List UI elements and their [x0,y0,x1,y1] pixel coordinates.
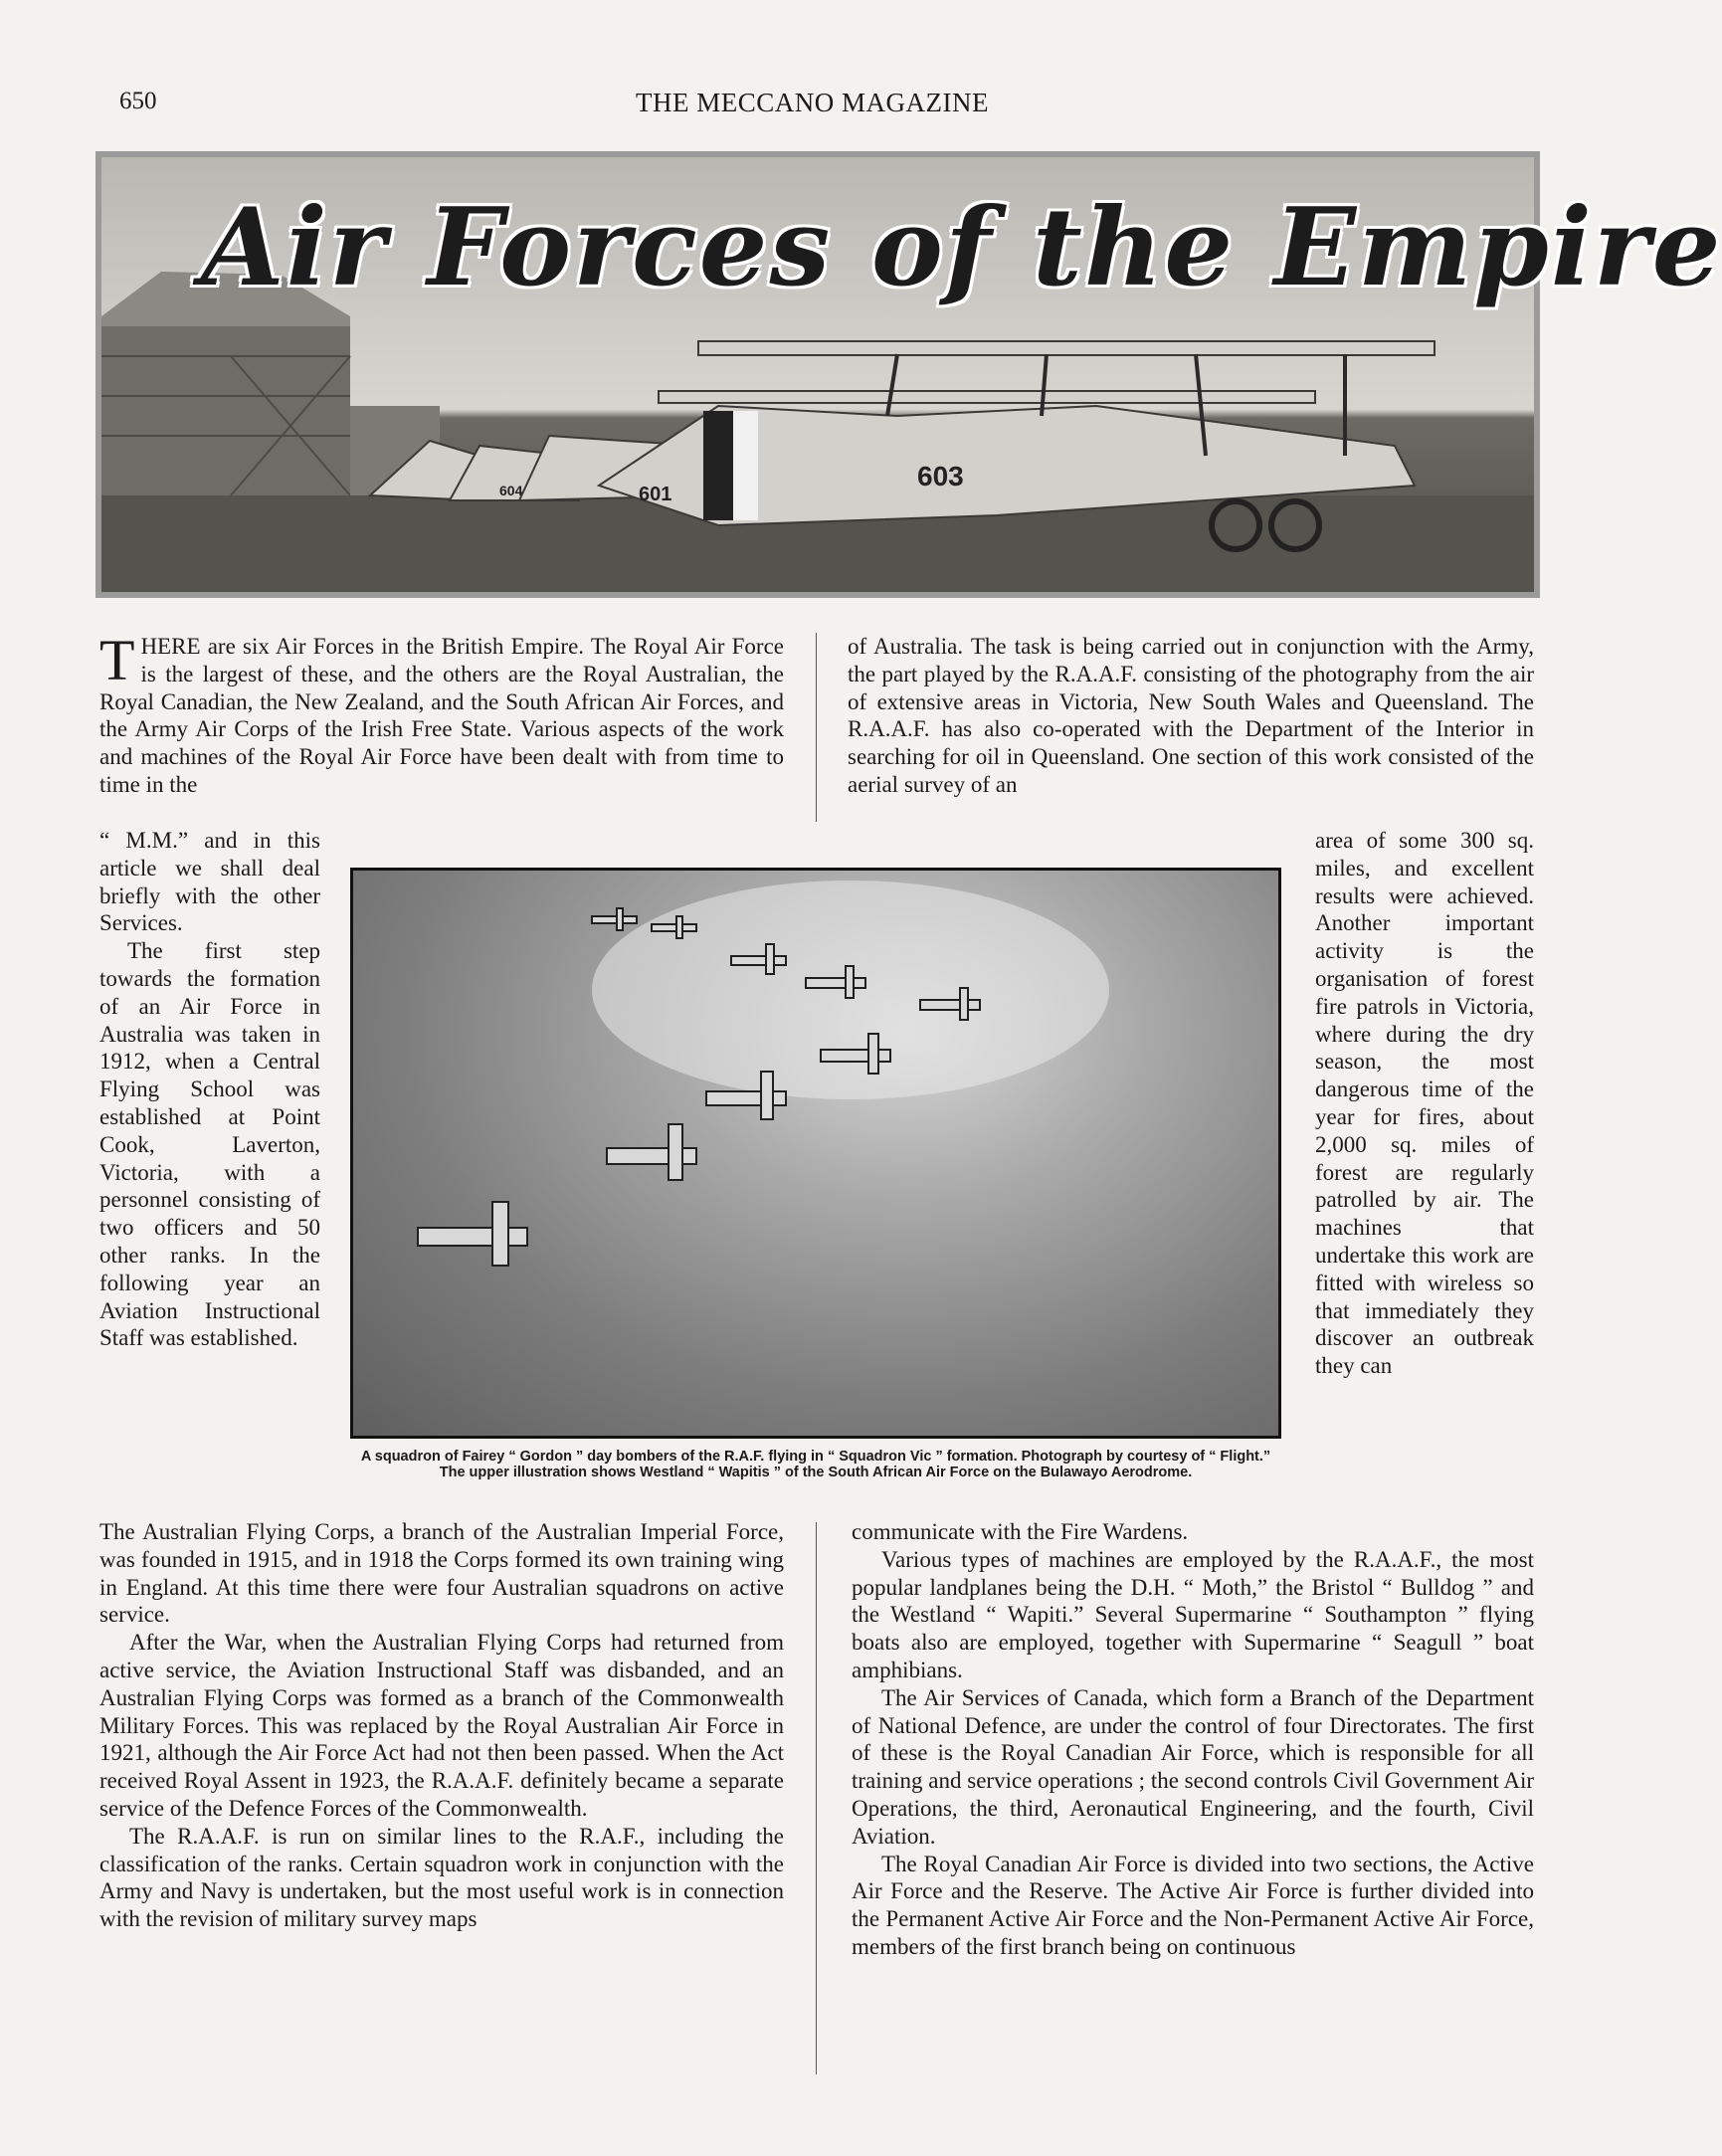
right-bottom-p3: The Royal Canadian Air Force is divided into two sections, the Active Air Force and the Reserve. The Active Air Force is further divided into the Permanent Active Air Force and the Non-Permanent Active Air Force, members of the first branch being on continuous [852,1851,1534,1959]
intro-paragraph [99,628,784,799]
left-bottom-column [99,1518,784,1933]
page-number: 650 [119,88,157,114]
narrow-left-p2: The first step towards the formation of an Air Force in Australia was taken in 1912, when a Central Flying School was established at Point Cook, Laverton, Victoria, with a personnel consisting of two officers and 50 other ranks. In the following year an Aviation Instructional Staff was established. [99,938,320,1351]
right-bottom-column [852,1518,1534,1961]
right-bottom-p0: communicate with the Fire Wardens. [852,1519,1189,1544]
left-bottom-p2: After the War, when the Australian Flying Corps had returned from active service, the Aviation Instructional Staff was disbanded, and an Australian Flying Corps was formed as a branch of the Commonwealth Military Forces. This was replaced by the Royal Australian Air Force in 1921, although the Air Force Act had not then been passed. When the Act received Royal Assent in 1923, the R.A.A.F. definitely became a separate service of the Defence Forces of the Commonwealth. [99,1630,784,1821]
column-divider-bottom [816,1522,817,2074]
right-bottom-p1: Various types of machines are employed by the R.A.A.F., the most popular landplanes being the D.H. “ Moth,” the Bristol “ Bulldog ” and the Westland “ Wapiti.” Several Supermarine “ Southampton ” flying boats also are employed, together with Supermarine “ Seagull ” boat amphibians. [852,1546,1534,1682]
left-bottom-p1: The Australian Flying Corps, a branch of the Australian Imperial Force, was founded in 1915, and in 1918 the Corps formed its own training wing in England. At this time there were four Australian squadrons on active service. [99,1519,784,1628]
squadron-aircraft-illustration [353,871,1278,1436]
figure-caption: A squadron of Fairey “ Gordon ” day bombers of the R.A.F. flying in “ Squadron Vic ” formation. Photograph by courtesy of “ Flight.” The upper illustration shows Westland “ Wapitis ” of the South African Air Force on the Bulawayo Aerodrome. [360,1449,1271,1480]
right-top-p1: of Australia. The task is being carried out in conjunction with the Army, the part played by the R.A.A.F. consisting of the photography from the air of extensive areas in Victoria, New South Wales and Queensland. The R.A.A.F. has also co-operated with the Department of the Interior in searching for oil in Queensland. One section of this work consisted of the aerial survey of an [848,634,1534,797]
magazine-title: THE MECCANO MAGAZINE [636,88,989,117]
narrow-left-column [99,827,320,1352]
hero-photo [96,151,1722,598]
aircraft-number-603: 603 [917,461,964,491]
page-header [0,88,1625,127]
intro-text: HERE are six Air Forces in the British Empire. The Royal Air Force is the largest of these, and the others are the Royal Australian, the Royal Canadian, the New Zealand, and the South African Air Forces, and the Army Air Corps of the Irish Free State. Various aspects of the work and machines of the Royal Air Force have been dealt with from time to time in the [99,634,784,797]
drop-cap: T [99,628,135,692]
squadron-photo [350,868,1281,1439]
left-bottom-p3: The R.A.A.F. is run on similar lines to the R.A.F., including the classification of the ranks. Certain squadron work in conjunction with the Army and Navy is undertaken, but the most useful work is in connection with the revision of military survey maps [99,1823,784,1932]
narrow-left-p1: “ M.M.” and in this article we shall deal briefly with the other Services. [99,828,320,936]
right-top-column [848,633,1534,799]
column-divider-top [816,633,817,822]
article-title: Air Forces of the Empire [201,185,1722,310]
narrow-right-column [1315,827,1534,1380]
narrow-right-p1: area of some 300 sq. miles, and excellent results were achieved. Another important activity is the organisation of forest fire patrols in Victoria, where during the dry season, the most dangerous time of the year for fires, about 2,000 sq. miles of forest are regularly patrolled by air. The machines that undertake this work are fitted with wireless so that immediately they discover an outbreak they can [1315,828,1534,1379]
aircraft-number-604: 604 [499,483,523,498]
aircraft-number-601: 601 [639,484,672,505]
right-bottom-p2: The Air Services of Canada, which form a Branch of the Department of National Defence, are under the control of four Directorates. The first of these is the Royal Canadian Air Force, which is responsible for all training and service operations ; the second controls Civil Government Air Operations, the third, Aeronautical Engineering, and the fourth, Civil Aviation. [852,1684,1535,1849]
